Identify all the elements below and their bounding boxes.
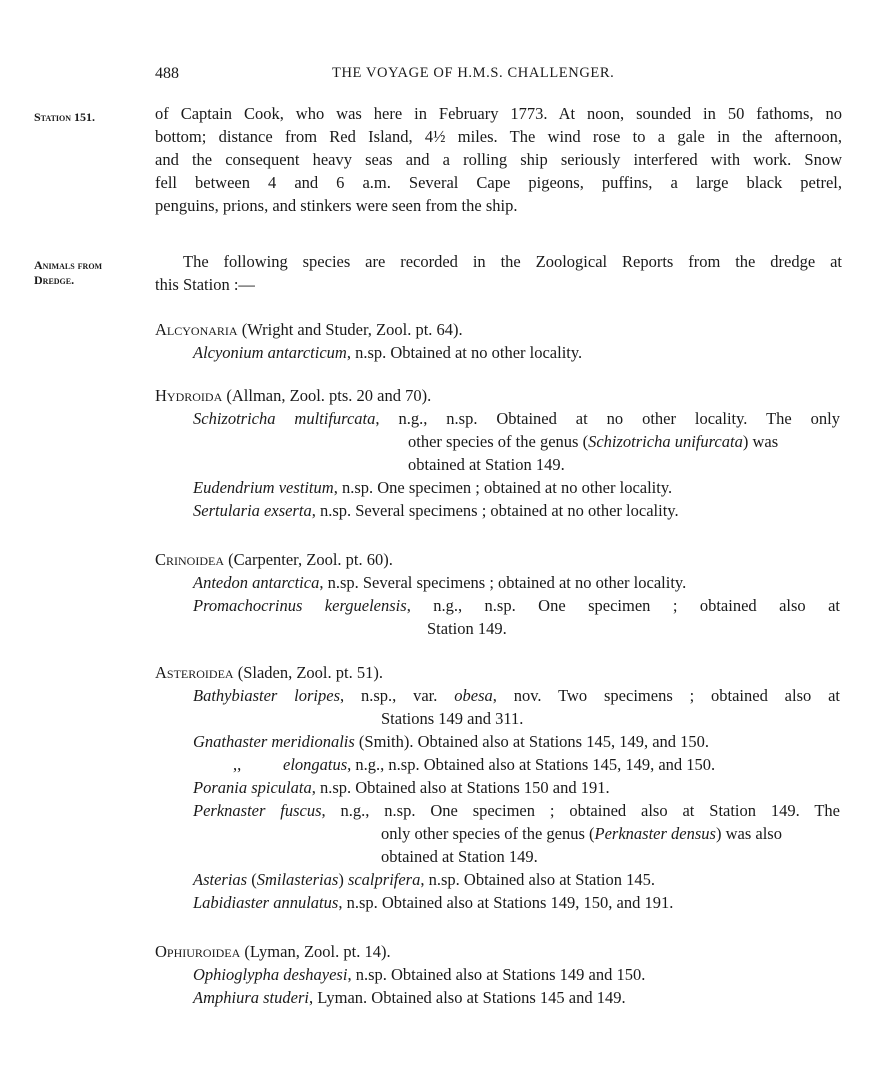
species-note: , n.g., n.sp. Obtained at no other locality. The only xyxy=(375,409,840,428)
species-name: Alcyonium antarcticum xyxy=(193,343,347,362)
species-note: , n.g., n.sp. One specimen ; obtained also at xyxy=(406,596,841,615)
species-name: Asterias xyxy=(193,870,248,889)
group-ophiuroidea xyxy=(155,940,845,1009)
page-number: 488 xyxy=(155,65,179,82)
species-note: , n.g., n.sp. One specimen ; obtained also at Station 149. The xyxy=(321,801,840,820)
group-ref: (Wright and Studer, Zool. pt. 64). xyxy=(237,320,463,339)
species-note: , n.sp., var. xyxy=(340,686,455,705)
species-name: Schizotricha multifurcata xyxy=(193,409,376,428)
species-note: , n.sp. Several specimens ; obtained at no other locality. xyxy=(319,573,687,592)
species-note: obtained at Station 149. xyxy=(381,847,538,866)
paragraph-line: fell between 4 and 6 a.m. Several Cape pigeons, puffins, a large black petrel, xyxy=(155,173,842,192)
species-note: Station 149. xyxy=(427,619,507,638)
species-note: , n.sp. Obtained also at Stations 150 and 191. xyxy=(311,778,610,797)
species-note: , n.g., n.sp. Obtained also at Stations 145, 149, and 150. xyxy=(347,755,716,774)
species-note: Stations 149 and 311. xyxy=(381,709,524,728)
species-name: elongatus xyxy=(283,755,348,774)
paragraph-line: penguins, prions, and stinkers were seen from the ship. xyxy=(155,196,518,215)
group-ref: (Carpenter, Zool. pt. 60). xyxy=(224,550,393,569)
species-note: , n.sp. Obtained also at Stations 149 and 150. xyxy=(347,965,646,984)
variety-name: obesa xyxy=(454,686,493,705)
group-name: Asteroidea xyxy=(155,663,234,682)
species-name: Labidiaster annulatus xyxy=(193,893,339,912)
species-note: ) was also xyxy=(715,824,782,843)
species-note: , nov. Two specimens ; obtained also at xyxy=(492,686,840,705)
species-name: Sertularia exserta xyxy=(193,501,312,520)
species-name: Bathybiaster loripes xyxy=(193,686,340,705)
paragraph-line: The following species are recorded in the Zoological Reports from the dredge at xyxy=(183,252,842,271)
group-ref: (Sladen, Zool. pt. 51). xyxy=(233,663,383,682)
paragraph-line: and the consequent heavy seas and a rolling ship seriously interfered with work. Snow xyxy=(155,150,842,169)
species-name: Schizotricha unifurcata xyxy=(588,432,743,451)
species-note: , n.sp. Obtained also at Stations 149, 150, and 191. xyxy=(338,893,674,912)
species-name: Promachocrinus kerguelensis xyxy=(193,596,407,615)
group-name: Alcyonaria xyxy=(155,320,238,339)
species-note: other species of the genus ( xyxy=(408,432,589,451)
species-name: Antedon antarctica xyxy=(193,573,320,592)
species-name: Amphiura studeri xyxy=(193,988,309,1007)
paragraph-line: this Station :— xyxy=(155,275,255,294)
subgenus-name: Smilasterias xyxy=(256,870,339,889)
paragraph-line: bottom; distance from Red Island, 4½ miles. The wind rose to a gale in the afternoon, xyxy=(155,127,842,146)
ditto-mark: ,, xyxy=(233,755,242,774)
group-name: Crinoidea xyxy=(155,550,224,569)
group-asteroidea: Asteroidea (Sladen, Zool. pt. 51). Bathybiaster loripes, n.sp., var. obesa, nov. Two specimens ; obtained also at Stations 149 and 311. Gnathaster meridionalis (Smith). Obtained also at Stations 145, 149, and 150. ,, elongatus, n.g., n.sp. Obtained also at Stations 145, 149, and 150. Porania spiculata, n.sp. Obtained also at Stations 150 and 191. Perknaster fuscus, n.g., n.sp. One specimen ; obtained also at Station 149. The only other species of the genus (Perknaster densus) was also obtained at Station 149. Asterias (Smilasterias) scalprifera, n.sp. Obtained also at Station 145. Labidiaster annulatus, n.sp. Obtained also at Stations 149, 150, and 191. xyxy=(155,661,845,914)
species-note: ) was xyxy=(742,432,779,451)
species-note: obtained at Station 149. xyxy=(408,455,565,474)
species-note: , n.sp. Obtained at no other locality. xyxy=(346,343,583,362)
paragraph-line: of Captain Cook, who was here in February 1773. At noon, sounded in 50 fathoms, no xyxy=(155,104,842,123)
group-hydroida xyxy=(155,384,845,522)
margin-note-line: Dredge. xyxy=(34,273,75,287)
species-name: Perknaster densus xyxy=(594,824,716,843)
margin-note-animals xyxy=(34,258,102,288)
species-note: , n.sp. One specimen ; obtained at no other locality. xyxy=(333,478,673,497)
species-name: Gnathaster meridionalis xyxy=(193,732,355,751)
species-note: , n.sp. Several specimens ; obtained at no other locality. xyxy=(311,501,679,520)
margin-note-station: Station 151. xyxy=(34,110,96,124)
species-note: , Lyman. Obtained also at Stations 145 and 149. xyxy=(308,988,626,1007)
group-ref: (Allman, Zool. pts. 20 and 70). xyxy=(222,386,432,405)
species-name: scalprifera xyxy=(347,870,421,889)
species-note: (Smith). Obtained also at Stations 145, 149, and 150. xyxy=(354,732,710,751)
group-name: Hydroida xyxy=(155,386,223,405)
dredge-intro xyxy=(155,250,842,296)
species-name: Ophioglypha deshayesi xyxy=(193,965,348,984)
running-title: THE VOYAGE OF H.M.S. CHALLENGER. xyxy=(332,65,615,81)
running-header xyxy=(0,62,880,86)
group-name: Ophiuroidea xyxy=(155,942,241,961)
group-alcyonaria xyxy=(155,318,845,364)
species-note: , n.sp. Obtained also at Station 145. xyxy=(420,870,656,889)
species-note: only other species of the genus ( xyxy=(381,824,595,843)
margin-note-line: Animals from xyxy=(34,258,103,272)
group-crinoidea xyxy=(155,548,845,640)
group-ref: (Lyman, Zool. pt. 14). xyxy=(240,942,391,961)
species-name: Porania spiculata xyxy=(193,778,312,797)
species-name: Perknaster fuscus xyxy=(193,801,322,820)
station-paragraph xyxy=(155,102,842,217)
species-name: Eudendrium vestitum xyxy=(193,478,334,497)
